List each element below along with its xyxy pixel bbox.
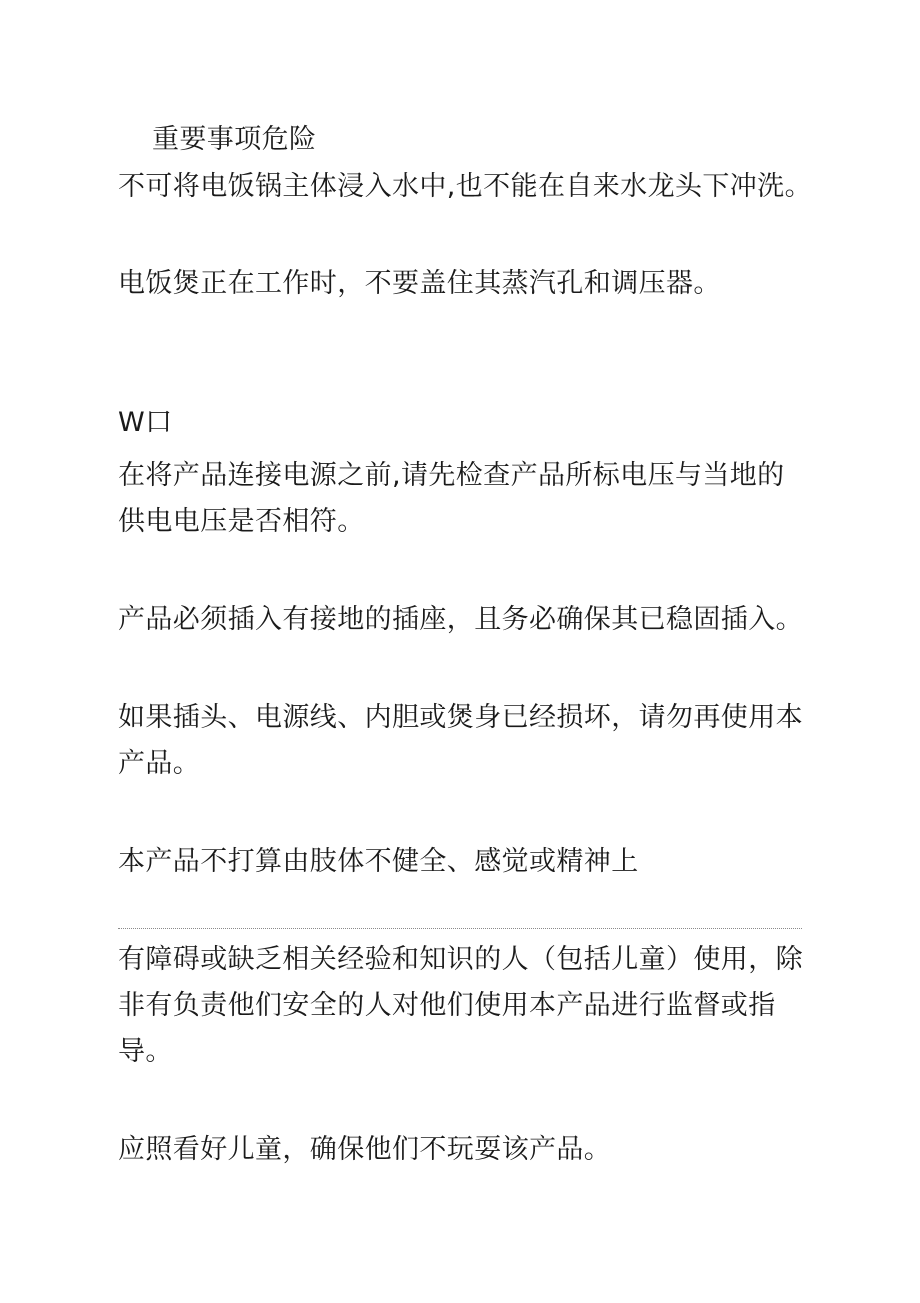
paragraph-line: 产品必须插入有接地的插座，且务必确保其已稳固插入。 — [118, 604, 803, 635]
paragraph-line: 本产品不打算由肢体不健全、感觉或精神上 — [118, 846, 639, 877]
paragraph-line: 导。 — [118, 1036, 173, 1067]
paragraph-line: 有障碍或缺乏相关经验和知识的人（包括儿童）使用，除 — [118, 944, 803, 975]
paragraph-line: 产品。 — [118, 748, 201, 779]
section-heading: 重要事项危险 — [152, 124, 317, 155]
subheading-line: W口 — [118, 407, 173, 438]
paragraph-line: 应照看好儿童，确保他们不玩耍该产品。 — [118, 1134, 612, 1165]
paragraph-line: 不可将电饭锅主体浸入水中,也不能在自来水龙头下冲洗。 — [118, 171, 812, 202]
paragraph-line: 供电电压是否相符。 — [118, 506, 365, 537]
paragraph-line: 非有负责他们安全的人对他们使用本产品进行监督或指 — [118, 990, 776, 1021]
page-divider — [118, 928, 802, 929]
paragraph-line: 电饭煲正在工作时，不要盖住其蒸汽孔和调压器。 — [118, 268, 721, 299]
paragraph-line: 在将产品连接电源之前,请先检查产品所标电压与当地的 — [118, 460, 785, 491]
paragraph-line: 如果插头、电源线、内胆或煲身已经损坏，请勿再使用本 — [118, 702, 803, 733]
